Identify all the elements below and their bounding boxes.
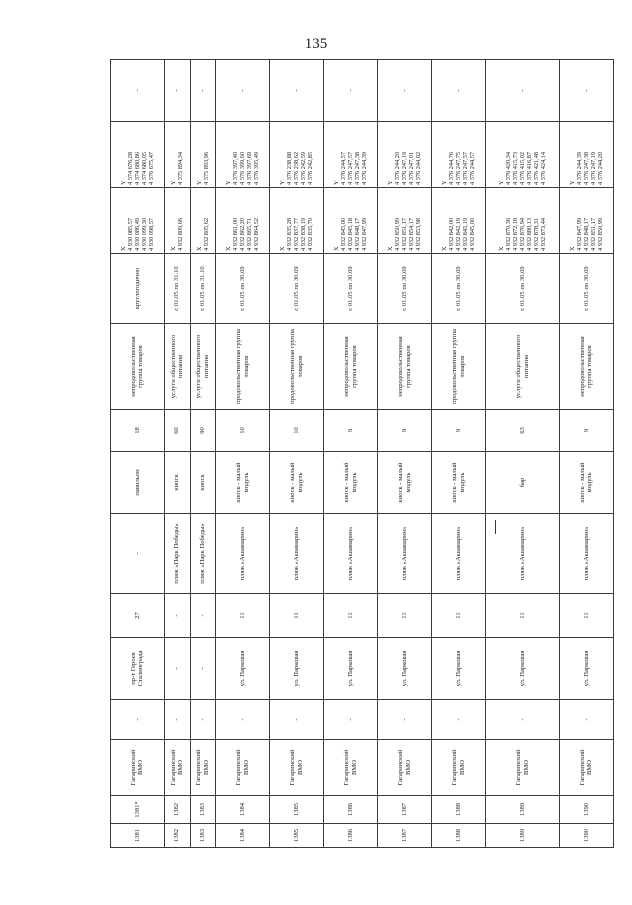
area-cell: 9 [559,410,613,452]
registry-table [110,59,614,848]
place-cell: пляж «Аквамарин» [216,514,270,594]
area-cell: 10 [216,410,270,452]
street-cell: ул. Парковая [559,638,613,700]
house-cell: 11 [216,594,270,638]
object-type-cell: киоск - малый модуль [324,452,378,514]
area-cell: 9 [432,410,486,452]
last-cell: - [216,60,270,122]
period-cell: с 01.05 по 30.09 [378,254,432,324]
specialization-cell: услуги общественного питания [190,324,216,410]
last-cell: - [111,60,165,122]
table-row [324,60,378,848]
object-type-cell: киоск - малый модуль [559,452,613,514]
period-cell: с 01.05 по 30.09 [486,254,560,324]
period-cell: с 01.05 по 30.09 [432,254,486,324]
last-cell: - [378,60,432,122]
last-cell: - [270,60,324,122]
object-type-cell: киоск - малый модуль [216,452,270,514]
stray-mark [495,520,496,534]
specialization-cell: продовольственная группа товаров [432,324,486,410]
record-id: 1382 [164,796,190,824]
district-cell: Гагаринский ВМО [190,740,216,796]
place-cell: пляж «Аквамарин» [378,514,432,594]
x-coordinates-cell: X 4 932 835,28 4 932 837,77 4 932 838,19 4 932 835,70 [270,188,324,254]
table-frame [110,60,614,848]
row-number: 1390 [559,824,613,848]
table-row [559,60,613,848]
y-coordinates-cell: Y 4 376 244,39 4 376 247,38 4 376 247,19 4 376 244,20 [559,122,613,188]
house-cell: 11 [486,594,560,638]
object-type-cell: киоск [164,452,190,514]
table-row [486,60,560,848]
district-cell: Гагаринский ВМО [378,740,432,796]
blank-cell: - [486,700,560,740]
x-coordinates-cell: X 4 932 845,00 4 932 845,18 4 932 848,17 4 932 847,99 [324,188,378,254]
y-coordinates-cell: Y 4 376 244,20 4 376 247,19 4 376 247,01 4 376 244,02 [378,122,432,188]
y-coordinates-cell: Y 4 376 244,76 4 376 247,75 4 376 247,57 4 376 244,57 [432,122,486,188]
table-row [216,60,270,848]
blank-cell: - [432,700,486,740]
period-cell: с 01.05 по 30.09 [216,254,270,324]
house-cell: 11 [559,594,613,638]
district-cell: Гагаринский ВМО [432,740,486,796]
period-cell: с 01.05 по 31.10 [190,254,216,324]
house-cell: 11 [324,594,378,638]
street-cell: пр-т Героев Сталинграда [111,638,165,700]
record-id: 1388 [432,796,486,824]
last-cell: - [559,60,613,122]
last-cell: - [164,60,190,122]
object-type-cell: киоск - малый модуль [270,452,324,514]
object-type-cell: киоск - малый модуль [378,452,432,514]
y-coordinates-cell: Y 4 376 420,34 4 376 415,73 4 376 415,02 4 376 416,87 4 376 421,48 4 376 424,14 [486,122,560,188]
district-cell: Гагаринский ВМО [324,740,378,796]
house-cell: 11 [378,594,432,638]
row-number: 1382 [164,824,190,848]
row-number: 1384 [216,824,270,848]
rotated-table-wrapper [110,60,614,848]
street-cell: ул. Парковая [486,638,560,700]
district-cell: Гагаринский ВМО [270,740,324,796]
blank-cell: - [378,700,432,740]
table-row [164,60,190,848]
x-coordinates-cell: X 4 932 861,00 4 932 862,20 4 932 865,71 4 932 864,52 [216,188,270,254]
table-row [270,60,324,848]
area-cell: 9 [324,410,378,452]
last-cell: - [190,60,216,122]
blank-cell: - [270,700,324,740]
x-coordinates-cell: X 4 932 842,00 4 932 842,19 4 932 845,19 4 932 845,00 [432,188,486,254]
row-number: 1389 [486,824,560,848]
record-id: 1383 [190,796,216,824]
object-type-cell: бар [486,452,560,514]
blank-cell: - [190,700,216,740]
place-cell: пляж «Парк Победы» [164,514,190,594]
street-cell: ул. Парковая [432,638,486,700]
x-coordinates-cell: X 4 932 870,36 4 932 872,18 4 932 876,94 4 932 880,13 4 932 878,31 4 932 873,44 [486,188,560,254]
row-number: 1383 [190,824,216,848]
x-coordinates-cell: X 4 930 085,57 4 930 086,49 4 930 099,30 4 930 098,57 [111,188,165,254]
row-number: 1388 [432,824,486,848]
period-cell: с 01.05 по 30.09 [324,254,378,324]
specialization-cell: непродовольственная группа товаров [559,324,613,410]
blank-cell: - [559,700,613,740]
y-coordinates-cell: Y 4 374 676,28 4 374 680,86 4 374 680,05 4 376 675,47 [111,122,165,188]
x-coordinates-cell: X 4 932 809,66 [164,188,190,254]
street-cell: ул. Парковая [216,638,270,700]
specialization-cell: услуги общественного питания [164,324,190,410]
specialization-cell: услуги общественного питания [486,324,560,410]
record-id: 1384 [216,796,270,824]
specialization-cell: продовольственная группа товаров [270,324,324,410]
record-id: 1386 [324,796,378,824]
last-cell: - [324,60,378,122]
district-cell: Гагаринский ВМО [559,740,613,796]
period-cell: с 01.05 по 30.09 [559,254,613,324]
place-cell: пляж «Аквамарин» [432,514,486,594]
place-cell: - [111,514,165,594]
specialization-cell: непродовольственная группа товаров [111,324,165,410]
table-body [111,60,614,848]
street-cell: - [164,638,190,700]
record-id: 1381* [111,796,165,824]
specialization-cell: непродовольственная группа товаров [324,324,378,410]
record-id: 1389 [486,796,560,824]
specialization-cell: продовольственная группа товаров [216,324,270,410]
district-cell: Гагаринский ВМО [164,740,190,796]
row-number: 1387 [378,824,432,848]
blank-cell: - [216,700,270,740]
record-id: 1385 [270,796,324,824]
house-cell: - [164,594,190,638]
table-row [190,60,216,848]
period-cell: с 01.05 по 30.09 [270,254,324,324]
page-number: 135 [304,36,328,52]
place-cell: пляж «Парк Победы» [190,514,216,594]
area-cell: 60 [164,410,190,452]
blank-cell: - [111,700,165,740]
street-cell: ул. Парковая [378,638,432,700]
period-cell: круглогодично [111,254,165,324]
table-row [111,60,165,848]
district-cell: Гагаринский ВМО [486,740,560,796]
y-coordinates-cell: Y 4 375 894,34 [164,122,190,188]
period-cell: с 01.05 по 31.10 [164,254,190,324]
record-id: 1390 [559,796,613,824]
row-number: 1386 [324,824,378,848]
blank-cell: - [164,700,190,740]
area-cell: 18 [111,410,165,452]
place-cell: пляж «Аквамарин» [486,514,560,594]
x-coordinates-cell: X 4 932 847,99 4 932 848,17 4 932 851,17 4 932 850,99 [559,188,613,254]
street-cell: ул. Парковая [324,638,378,700]
area-cell: 9 [378,410,432,452]
area-cell: 90 [190,410,216,452]
object-type-cell: киоск - малый модуль [432,452,486,514]
object-type-cell: киоск [190,452,216,514]
last-cell: - [432,60,486,122]
last-cell: - [486,60,560,122]
row-number: 1381 [111,824,165,848]
x-coordinates-cell: X 4 932 850,99 4 932 851,17 4 932 854,17 4 932 853,98 [378,188,432,254]
street-cell: - [190,638,216,700]
place-cell: пляж «Аквамарин» [324,514,378,594]
blank-cell: - [324,700,378,740]
table-row [432,60,486,848]
house-cell: 11 [270,594,324,638]
place-cell: пляж «Аквамарин» [270,514,324,594]
record-id: 1387 [378,796,432,824]
house-cell: 11 [432,594,486,638]
x-coordinates-cell: X 4 932 805,62 [190,188,216,254]
house-cell: - [190,594,216,638]
district-cell: Гагаринский ВМО [216,740,270,796]
district-cell: Гагаринский ВМО [111,740,165,796]
area-cell: 63 [486,410,560,452]
street-cell: ул. Парковая [270,638,324,700]
place-cell: пляж «Аквамарин» [559,514,613,594]
y-coordinates-cell: Y 4 376 238,88 4 376 238,62 4 376 242,59 4 376 242,85 [270,122,324,188]
house-cell: 27 [111,594,165,638]
row-number: 1385 [270,824,324,848]
table-row [378,60,432,848]
object-type-cell: павильон [111,452,165,514]
area-cell: 10 [270,410,324,452]
specialization-cell: непродовольственная группа товаров [378,324,432,410]
y-coordinates-cell: Y 4 375 893,96 [190,122,216,188]
y-coordinates-cell: Y 4 376 397,40 4 376 399,60 4 376 397,69 4 376 395,49 [216,122,270,188]
y-coordinates-cell: Y 4 376 244,57 4 376 247,57 4 376 247,38 4 376 244,39 [324,122,378,188]
